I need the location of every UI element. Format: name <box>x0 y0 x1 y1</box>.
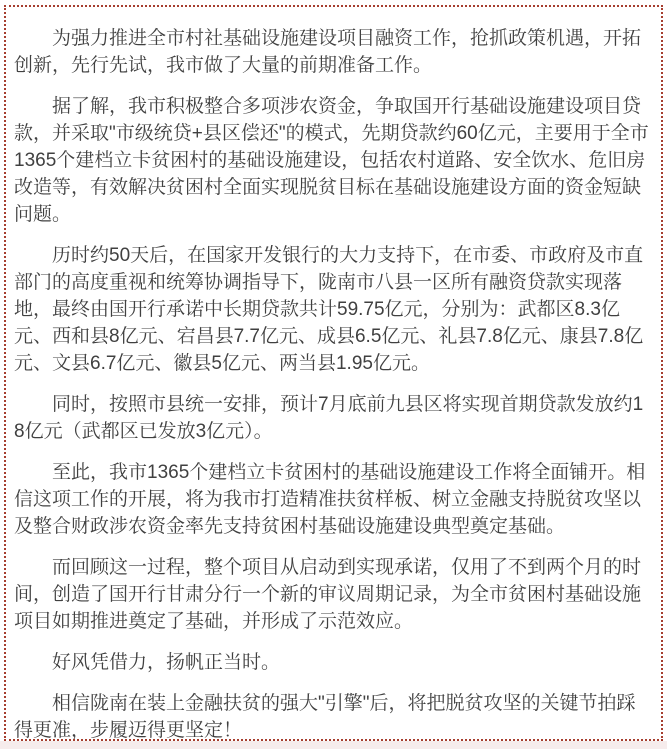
article-paragraph: 同时，按照市县统一安排，预计7月底前九县区将实现首期贷款发放约18亿元（武都区已发放3亿元）。 <box>14 394 644 442</box>
article-paragraph: 而回顾这一过程，整个项目从启动到实现承诺，仅用了不到两个月的时间，创造了国开行甘肃分行一个新的审议周期记录，为全市贫困村基础设施项目如期推进奠定了基础，并形成了示范效应。 <box>14 557 642 632</box>
page-bottom-strip <box>0 741 667 749</box>
article-panel <box>4 5 663 741</box>
article-paragraph: 据了解，我市积极整合多项涉农资金，争取国开行基础设施建设项目贷款，并采取"市级统贷+县区偿还"的模式，先期贷款约60亿元，主要用于全市1365个建档立卡贫困村的基础设施建设，包括农村道路、安全饮水、危旧房改造等，有效解决贫困村全面实现脱贫目标在基础设施建设方面的资金短缺问题。 <box>14 96 649 225</box>
article-paragraph: 相信陇南在装上金融扶贫的强大"引擎"后，将把脱贫攻坚的关键节拍踩得更准，步履迈得更坚定！ <box>14 693 636 741</box>
article-paragraph: 为强力推进全市村社基础设施建设项目融资工作，抢抓政策机遇，开拓创新，先行先试，我市做了大量的前期准备工作。 <box>14 28 642 76</box>
article-paragraph: 历时约50天后，在国家开发银行的大力支持下，在市委、市政府及市直部门的高度重视和统筹协调指导下，陇南市八县一区所有融资贷款实现落地，最终由国开行承诺中长期贷款共计59.75亿元，分别为：武都区8.3亿元、西和县8亿元、宕昌县7.7亿元、成县6.5亿元、礼县7.8亿元、康县7.8亿元、文县6.7亿元、徽县5亿元、两当县1.95亿元。 <box>14 245 644 374</box>
article-paragraph: 好风凭借力，扬帆正当时。 <box>52 652 281 673</box>
article-paragraph: 至此，我市1365个建档立卡贫困村的基础设施建设工作将全面铺开。相信这项工作的开展，将为我市打造精准扶贫样板、树立金融支持脱贫攻坚以及整合财政涉农资金率先支持贫困村基础设施建设典型奠定基础。 <box>14 462 646 537</box>
